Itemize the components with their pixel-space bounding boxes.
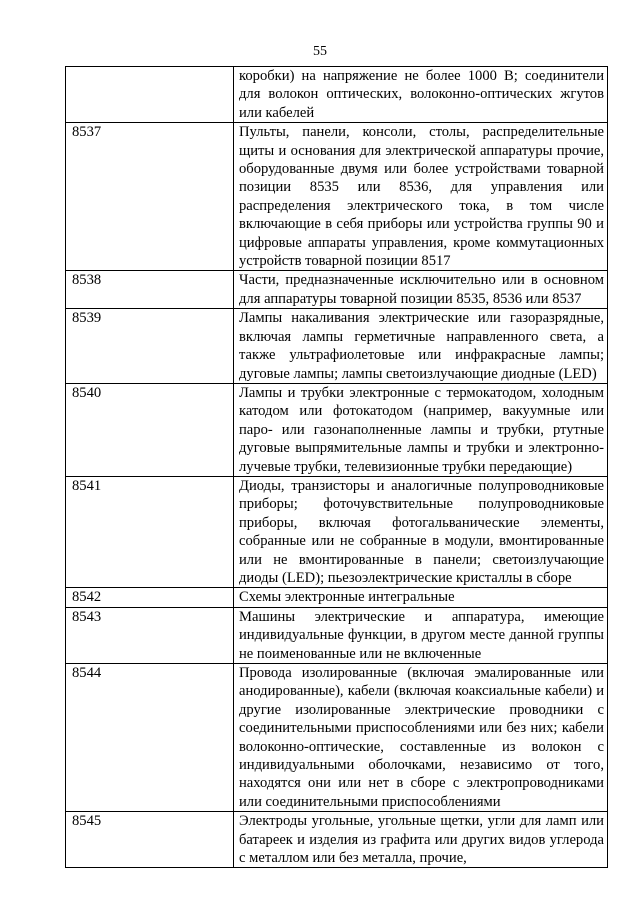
table-row	[66, 383, 608, 476]
table-row	[66, 271, 608, 309]
table-row	[66, 476, 608, 587]
tariff-table	[65, 66, 608, 868]
code-cell: 8537	[66, 123, 234, 271]
description-cell: Пульты, панели, консоли, столы, распределительные щиты и основания для электрической аппаратуры прочие, оборудованные двумя или более устройствами товарной позиции 8535 или 8536, для управления или распределения электрического тока, в том числе включающие в себя приборы или устройства группы 90 и цифровые аппараты управления, кроме коммутационных устройств товарной позиции 8517	[234, 123, 608, 271]
description-cell: Электроды угольные, угольные щетки, угли для ламп или батареек и изделия из графита или других видов углерода с металлом или без металла, прочие,	[234, 812, 608, 868]
code-cell: 8542	[66, 588, 234, 607]
table-row	[66, 588, 608, 607]
code-cell: 8543	[66, 607, 234, 663]
table-row	[66, 67, 608, 123]
code-cell: 8541	[66, 476, 234, 587]
code-cell: 8538	[66, 271, 234, 309]
description-cell: коробки) на напряжение не более 1000 В; соединители для волокон оптических, волоконно-оптических жгутов или кабелей	[234, 67, 608, 123]
table-row	[66, 607, 608, 663]
code-cell: 8539	[66, 309, 234, 384]
description-cell: Части, предназначенные исключительно или в основном для аппаратуры товарной позиции 8535, 8536 или 8537	[234, 271, 608, 309]
description-cell: Лампы и трубки электронные с термокатодом, холодным катодом или фотокатодом (например, вакуумные или паро- или газонаполненные лампы и трубки, ртутные дуговые выпрямительные лампы и трубки и электронно-лучевые трубки, телевизионные трубки передающие)	[234, 383, 608, 476]
table-row	[66, 309, 608, 384]
table-row	[66, 123, 608, 271]
page-number: 55	[313, 44, 327, 59]
code-cell	[66, 67, 234, 123]
code-cell: 8540	[66, 383, 234, 476]
code-cell: 8544	[66, 664, 234, 812]
table-row	[66, 664, 608, 812]
description-cell: Машины электрические и аппаратура, имеющие индивидуальные функции, в другом месте данной группы не поименованные или не включенные	[234, 607, 608, 663]
code-cell: 8545	[66, 812, 234, 868]
description-cell: Провода изолированные (включая эмалированные или анодированные), кабели (включая коаксиальные кабели) и другие изолированные электрические проводники с соединительными приспособлениями или без них; кабели волоконно-оптические, составленные из волокон с индивидуальными оболочками, независимо от того, находятся они или нет в сборе с электропроводниками или соединительными приспособлениями	[234, 664, 608, 812]
description-cell: Схемы электронные интегральные	[234, 588, 608, 607]
table-row	[66, 812, 608, 868]
description-cell: Лампы накаливания электрические или газоразрядные, включая лампы герметичные направленного света, а также ультрафиолетовые или инфракрасные лампы; дуговые лампы; лампы светоизлучающие диодные (LED)	[234, 309, 608, 384]
description-cell: Диоды, транзисторы и аналогичные полупроводниковые приборы; фоточувствительные полупроводниковые приборы, включая фотогальванические элементы, собранные или не собранные в модули, вмонтированные или не вмонтированные в панели; светоизлучающие диоды (LED); пьезоэлектрические кристаллы в сборе	[234, 476, 608, 587]
